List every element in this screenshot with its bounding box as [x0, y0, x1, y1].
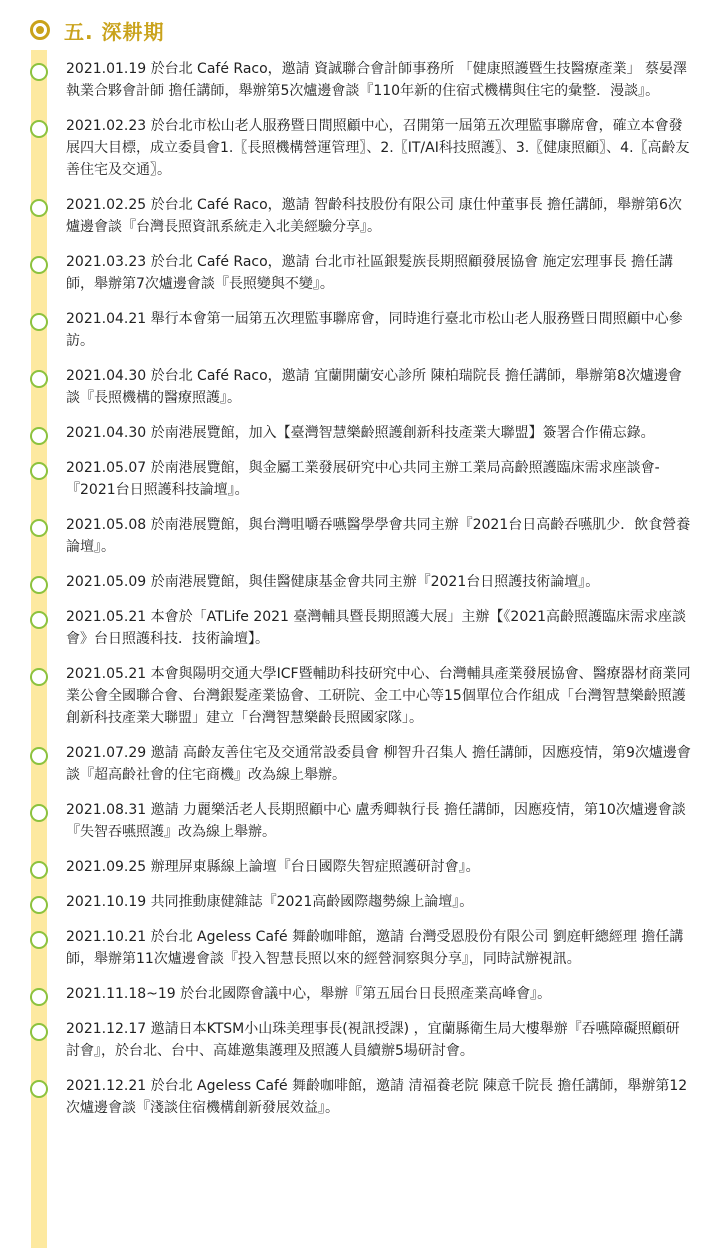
timeline-entry: [0, 422, 720, 444]
entry-text: 2021.01.19 於台北 Café Raco，邀請 資誠聯合會計師事務所 「健康照護暨生技醫療產業」 蔡晏澤執業合夥會計師 擔任講師，舉辦第5次爐邊會談『110年新的住宿式機構與住宅的彙整．漫談』。: [66, 61, 688, 99]
timeline-dot-icon: [30, 576, 48, 594]
timeline-dot-icon: [30, 668, 48, 686]
section-title: 五. 深耕期: [64, 19, 165, 44]
timeline-entry: [0, 1075, 720, 1119]
entry-text: 2021.02.25 於台北 Café Raco，邀請 智齡科技股份有限公司 康仕仲董事長 擔任講師，舉辦第6次爐邊會談『台灣長照資訊系統走入北美經驗分享』。: [66, 197, 682, 235]
timeline-entry: [0, 251, 720, 295]
timeline-entry: [0, 983, 720, 1005]
timeline-dot-icon: [30, 256, 48, 274]
entry-text: 2021.11.18~19 於台北國際會議中心，舉辦『第五屆台日長照產業高峰會』。: [66, 986, 552, 1002]
timeline-dot-icon: [30, 462, 48, 480]
timeline-dot-icon: [30, 427, 48, 445]
timeline-entry: [0, 891, 720, 913]
entry-text: 2021.05.21 本會於「ATLife 2021 臺灣輔具暨長期照護大展」主辦【《2021高齡照護臨床需求座談會》台日照護科技．技術論壇】。: [66, 609, 687, 647]
entry-text: 2021.10.19 共同推動康健雜誌『2021高齡國際趨勢線上論壇』。: [66, 894, 474, 910]
timeline-dot-icon: [30, 313, 48, 331]
timeline-dot-icon: [30, 1023, 48, 1041]
timeline-entry: [0, 115, 720, 181]
timeline-entry: [0, 799, 720, 843]
timeline-entry: [0, 663, 720, 729]
timeline-entry: [0, 514, 720, 558]
entry-text: 2021.05.07 於南港展覽館，與金屬工業發展研究中心共同主辦工業局高齡照護臨床需求座談會-『2021台日照護科技論壇』。: [66, 460, 660, 498]
timeline-dot-icon: [30, 370, 48, 388]
entry-text: 2021.05.08 於南港展覽館，與台灣咀嚼吞嚥醫學學會共同主辦『2021台日高齡吞嚥肌少．飲食營養論壇』。: [66, 517, 691, 555]
timeline-entry: [0, 742, 720, 786]
timeline: [0, 58, 720, 1132]
entry-text: 2021.10.21 於台北 Ageless Café 舞齡咖啡館，邀請 台灣受恩股份有限公司 劉庭軒總經理 擔任講師，舉辦第11次爐邊會談『投入智慧長照以來的經營洞察與分享』，同時試辦視訊。: [66, 929, 684, 967]
entry-text: 2021.12.17 邀請日本KTSM小山珠美理事長(視訊授課) ，宜蘭縣衛生局大樓舉辦『吞嚥障礙照顧研討會』，於台北、台中、高雄邀集護理及照護人員續辦5場研討會。: [66, 1021, 680, 1059]
timeline-dot-icon: [30, 611, 48, 629]
timeline-entry: [0, 1018, 720, 1062]
entry-text: 2021.03.23 於台北 Café Raco，邀請 台北市社區銀髮族長期照顧發展協會 施定宏理事長 擔任講師，舉辦第7次爐邊會談『長照變與不變』。: [66, 254, 674, 292]
timeline-dot-icon: [30, 1080, 48, 1098]
timeline-entry: [0, 308, 720, 352]
timeline-dot-icon: [30, 804, 48, 822]
timeline-entry: [0, 856, 720, 878]
timeline-entry: [0, 606, 720, 650]
entry-text: 2021.04.21 舉行本會第一屆第五次理監事聯席會，同時進行臺北市松山老人服務暨日間照顧中心參訪。: [66, 311, 683, 349]
section-header: [30, 14, 165, 46]
timeline-dot-icon: [30, 988, 48, 1006]
target-circle-icon: [30, 20, 50, 40]
entry-text: 2021.07.29 邀請 高齡友善住宅及交通常設委員會 柳智升召集人 擔任講師，因應疫情，第9次爐邊會談『超高齡社會的住宅商機』改為線上舉辦。: [66, 745, 691, 783]
entry-text: 2021.05.21 本會與陽明交通大學ICF暨輔助科技研究中心、台灣輔具產業發展協會、醫療器材商業同業公會全國聯合會、台灣銀髮產業協會、工研院、金工中心等15個單位合作組成「台灣智慧樂齡照護創新科技產業大聯盟」建立「台灣智慧樂齡長照國家隊」。: [66, 666, 691, 726]
timeline-dot-icon: [30, 931, 48, 949]
timeline-dot-icon: [30, 747, 48, 765]
entry-text: 2021.05.09 於南港展覽館，與佳醫健康基金會共同主辦『2021台日照護技術論壇』。: [66, 574, 600, 590]
entry-text: 2021.08.31 邀請 力麗樂活老人長期照顧中心 盧秀卿執行長 擔任講師，因應疫情，第10次爐邊會談『失智吞嚥照護』改為線上舉辦。: [66, 802, 686, 840]
timeline-entry: [0, 58, 720, 102]
timeline-dot-icon: [30, 519, 48, 537]
timeline-dot-icon: [30, 861, 48, 879]
timeline-entry: [0, 457, 720, 501]
entry-text: 2021.12.21 於台北 Ageless Café 舞齡咖啡館，邀請 清福養老院 陳意千院長 擔任講師，舉辦第12次爐邊會談『淺談住宿機構創新發展效益』。: [66, 1078, 688, 1116]
timeline-entry: [0, 365, 720, 409]
timeline-dot-icon: [30, 896, 48, 914]
timeline-entry: [0, 571, 720, 593]
timeline-entry: [0, 926, 720, 970]
entry-text: 2021.02.23 於台北市松山老人服務暨日間照顧中心，召開第一屆第五次理監事聯席會，確立本會發展四大目標，成立委員會1.〖長照機構營運管理〗、2.〖IT/AI科技照護〗、3.〖健康照顧〗、4.〖高齡友善住宅及交通〗。: [66, 118, 690, 178]
timeline-entry: [0, 194, 720, 238]
entry-text: 2021.04.30 於台北 Café Raco，邀請 宜蘭開蘭安心診所 陳柏瑞院長 擔任講師，舉辦第8次爐邊會談『長照機構的醫療照護』。: [66, 368, 682, 406]
timeline-dot-icon: [30, 63, 48, 81]
timeline-dot-icon: [30, 120, 48, 138]
entry-text: 2021.09.25 辦理屏東縣線上論壇『台日國際失智症照護研討會』。: [66, 859, 480, 875]
entry-text: 2021.04.30 於南港展覽館，加入【臺灣智慧樂齡照護創新科技產業大聯盟】簽署合作備忘錄。: [66, 425, 655, 441]
timeline-dot-icon: [30, 199, 48, 217]
